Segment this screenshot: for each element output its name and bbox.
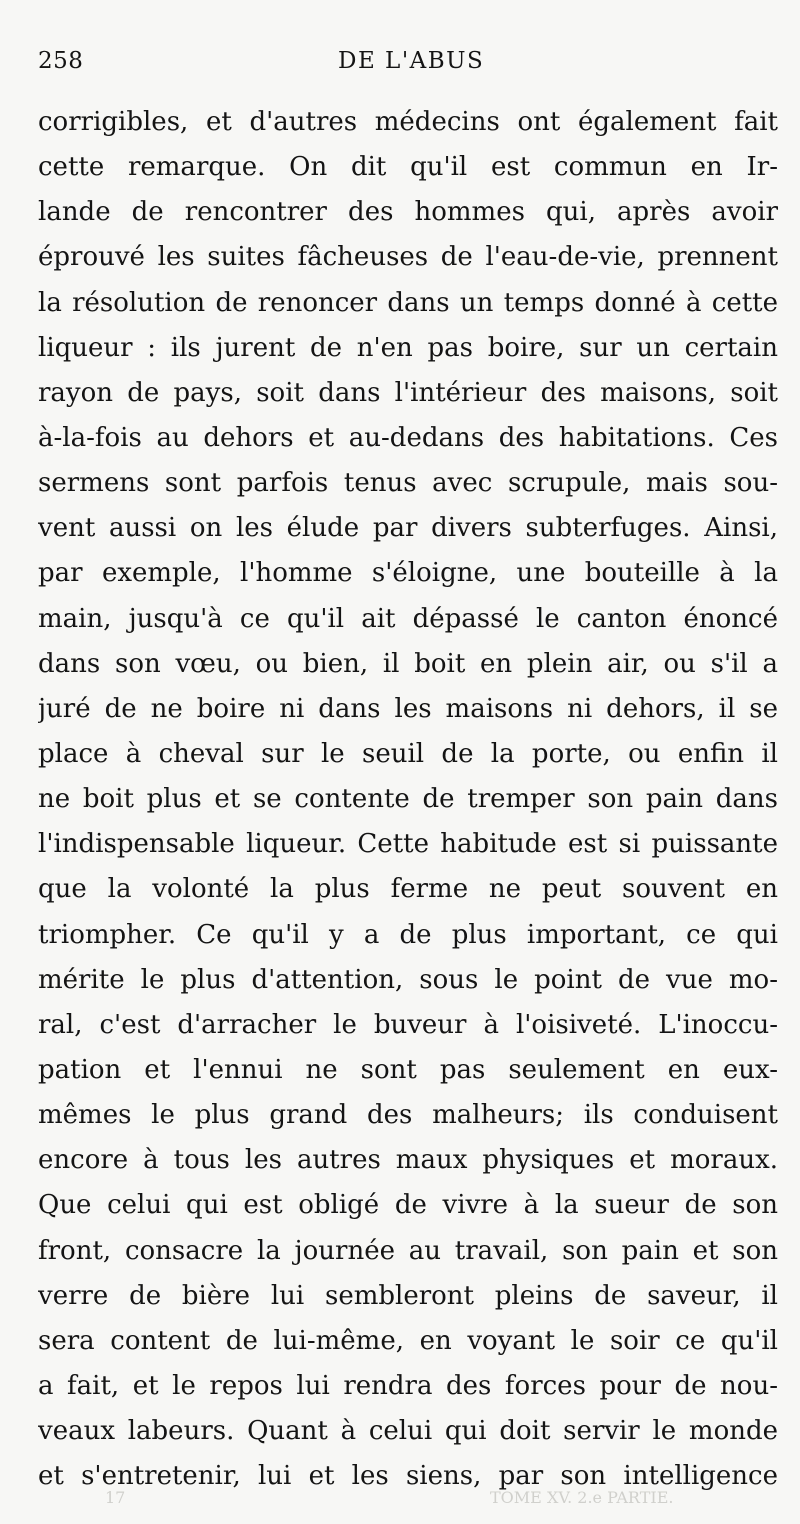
text-line: corrigibles, et d'autres médecins ont également fait: [38, 107, 778, 137]
text-line: rayon de pays, soit dans l'intérieur des maisons, soit: [38, 377, 778, 408]
text-line: ne boit plus et se contente de tremper son pain dans: [38, 784, 778, 815]
text-line: à-la-fois au dehors et au-dedans des habitations. Ces: [38, 422, 778, 453]
text-line: Que celui qui est obligé de vivre à la sueur de son: [38, 1190, 778, 1221]
text-line: par exemple, l'homme s'éloigne, une bouteille à la: [38, 558, 778, 589]
page-header: [38, 48, 783, 86]
text-line: et s'entretenir, lui et les siens, par son intelligence: [38, 1461, 778, 1492]
text-line: liqueur : ils jurent de n'en pas boire, sur un certain: [38, 332, 778, 363]
text-line: sermens sont parfois tenus avec scrupule, mais sou-: [38, 468, 778, 499]
text-line: mérite le plus d'attention, sous le point de vue mo-: [38, 964, 778, 995]
text-line: veaux labeurs. Quant à celui qui doit servir le monde: [38, 1416, 778, 1447]
signature-mark: 17: [105, 1488, 126, 1507]
text-line: cette remarque. On dit qu'il est commun en Ir-: [38, 152, 778, 183]
text-line: vent aussi on les élude par divers subterfuges. Ainsi,: [38, 513, 778, 544]
text-line: place à cheval sur le seuil de la porte, ou enfin il: [38, 738, 778, 769]
text-line: mêmes le plus grand des malheurs; ils conduisent: [38, 1100, 778, 1131]
running-title: DE L'ABUS: [338, 48, 485, 74]
tome-marker: TOME XV. 2.e PARTIE.: [490, 1488, 674, 1507]
text-line: que la volonté la plus ferme ne peut souvent en: [38, 874, 778, 905]
text-line: triompher. Ce qu'il y a de plus important, ce qui: [38, 919, 778, 950]
text-line: verre de bière lui sembleront pleins de saveur, il: [38, 1280, 778, 1311]
page-number: 258: [38, 48, 84, 74]
text-line: a fait, et le repos lui rendra des forces pour de nou-: [38, 1370, 778, 1401]
text-line: dans son vœu, ou bien, il boit en plein air, ou s'il a: [38, 648, 778, 679]
text-line: la résolution de renoncer dans un temps donné à cette: [38, 287, 778, 318]
text-line: ral, c'est d'arracher le buveur à l'oisiveté. L'inoccu-: [38, 1009, 778, 1040]
text-line: l'indispensable liqueur. Cette habitude est si puissante: [38, 829, 778, 860]
text-line: pation et l'ennui ne sont pas seulement en eux-: [38, 1054, 778, 1085]
text-line: encore à tous les autres maux physiques et moraux.: [38, 1145, 778, 1176]
text-line: juré de ne boire ni dans les maisons ni dehors, il se: [38, 693, 778, 724]
text-line: lande de rencontrer des hommes qui, après avoir: [38, 197, 778, 228]
text-line: sera content de lui-même, en voyant le soir ce qu'il: [38, 1325, 778, 1356]
text-line: main, jusqu'à ce qu'il ait dépassé le canton énoncé: [38, 603, 778, 634]
body-text: [38, 100, 778, 1499]
text-line: éprouvé les suites fâcheuses de l'eau-de-vie, prennent: [38, 242, 778, 273]
text-line: front, consacre la journée au travail, son pain et son: [38, 1235, 778, 1266]
